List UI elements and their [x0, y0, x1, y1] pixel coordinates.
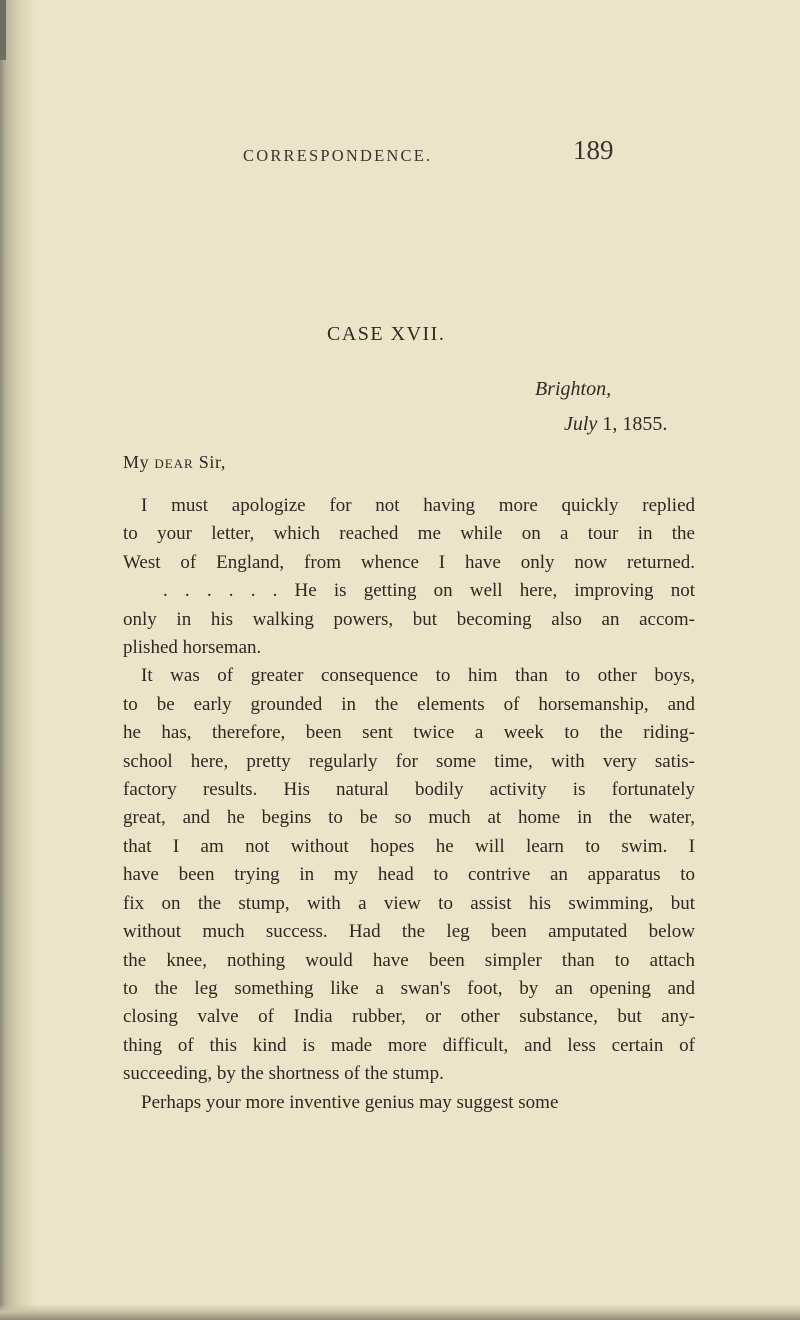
- letter-body: [123, 492, 695, 1117]
- page-binding-shadow: [0, 0, 38, 1320]
- salutation-prefix: My: [123, 452, 155, 472]
- text-line: to the leg something like a swan's foot, by an opening and: [123, 977, 695, 999]
- letter-date-rest: 1, 1855.: [602, 413, 668, 435]
- salutation-smallcaps: DEAR: [154, 456, 194, 471]
- text-line: It was of greater consequence to him than to other boys,: [141, 665, 695, 687]
- text-line: without much success. Had the leg been amputated below: [123, 921, 695, 943]
- letter-place: Brighton,: [535, 378, 612, 400]
- text-line: Perhaps your more inventive genius may suggest some: [141, 1091, 559, 1113]
- text-line: to your letter, which reached me while on a tour in the: [123, 523, 695, 545]
- text-line: factory results. His natural bodily activity is fortunately: [123, 779, 695, 801]
- text-line: he has, therefore, been sent twice a week to the riding-: [123, 722, 695, 744]
- letter-date-month: July: [564, 413, 598, 435]
- page-bottom-edge: [0, 1304, 800, 1320]
- salutation-name: Sir,: [193, 452, 226, 472]
- text-line: plished horseman.: [123, 637, 262, 659]
- text-line: I must apologize for not having more quickly replied: [141, 495, 695, 516]
- text-line: the knee, nothing would have been simpler than to attach: [123, 949, 695, 971]
- text-line: have been trying in my head to contrive an apparatus to: [123, 864, 695, 886]
- text-line: fix on the stump, with a view to assist his swimming, but: [123, 892, 695, 914]
- text-line: . . . . . . He is getting on well here, improving not: [163, 580, 695, 602]
- text-line: thing of this kind is made more difficult, and less certain of: [123, 1034, 695, 1056]
- text-line: that I am not without hopes he will learn to swim. I: [123, 835, 695, 857]
- running-head: CORRESPONDENCE.: [243, 146, 433, 165]
- text-line: succeeding, by the shortness of the stump.: [123, 1063, 444, 1085]
- paragraph-1: [123, 492, 695, 662]
- page-number: 189: [573, 135, 614, 165]
- paragraph-3: [123, 1089, 695, 1117]
- text-line: only in his walking powers, but becoming also an accom-: [123, 608, 695, 630]
- salutation: [123, 452, 226, 473]
- text-line: school here, pretty regularly for some time, with very satis-: [123, 750, 695, 772]
- binding-mark: [0, 0, 6, 60]
- letter-date: [564, 413, 667, 436]
- text-line: great, and he begins to be so much at home in the water,: [123, 807, 695, 829]
- book-page: [55, 0, 745, 1320]
- text-line: closing valve of India rubber, or other substance, but any-: [123, 1006, 695, 1028]
- paragraph-2: [123, 662, 695, 1088]
- text-line: to be early grounded in the elements of horsemanship, and: [123, 693, 695, 715]
- case-title: CASE XVII.: [327, 323, 446, 345]
- text-line: West of England, from whence I have only now returned.: [123, 551, 695, 573]
